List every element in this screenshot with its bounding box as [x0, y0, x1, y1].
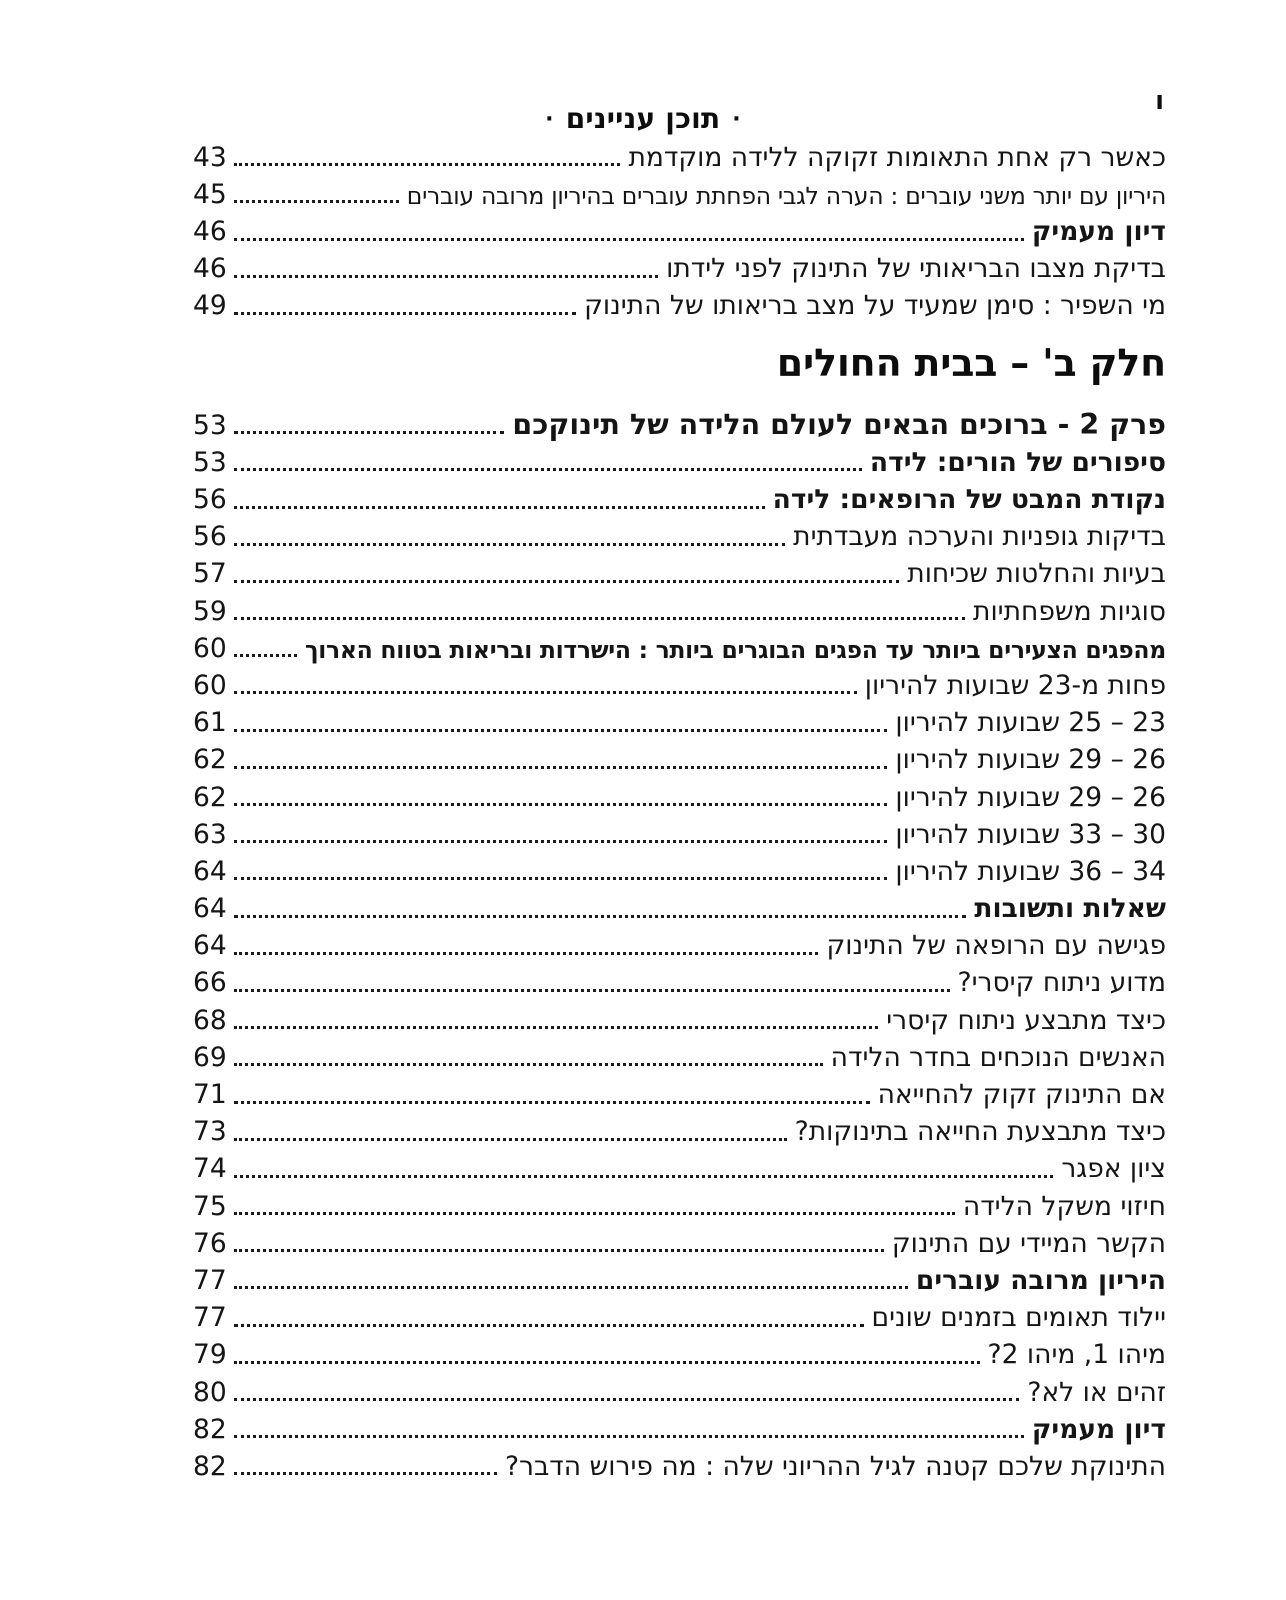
- toc-entry-label: שאלות ותשובות: [974, 896, 1166, 925]
- dot-leader: [234, 1286, 908, 1289]
- toc-entry-page-number: 45: [193, 178, 227, 210]
- dot-leader: [234, 654, 297, 657]
- dot-leader: [234, 543, 785, 546]
- toc-entry-page-number: 56: [193, 484, 227, 515]
- toc-entry-page-number: 79: [193, 1339, 227, 1371]
- toc-entry-page-number: 69: [193, 1041, 227, 1073]
- toc-entry-label: מי השפיר : סימן שמעיד על מצב בריאותו של התינוק: [584, 293, 1166, 322]
- toc-entry-page-number: 49: [193, 290, 227, 322]
- toc-entry-page-number: 57: [193, 558, 227, 590]
- toc-entry-label: בדיקת מצבו הבריאותי של התינוק לפני לידתו: [666, 256, 1166, 285]
- toc-entry: [193, 288, 1166, 325]
- toc-entry: [193, 1262, 1166, 1299]
- dot-leader: [234, 1063, 823, 1066]
- toc-entry-label: היריון מרובה עוברים: [915, 1267, 1166, 1296]
- toc-entry-page-number: 60: [193, 632, 227, 664]
- toc-entry-page-number: 71: [193, 1079, 227, 1110]
- toc-entry: [193, 853, 1166, 890]
- toc-entry-label: סוגיות משפחתיות: [973, 598, 1166, 627]
- dot-leader: [234, 952, 819, 955]
- toc-entry-label: נקודת המבט של הרופאים: לידה: [772, 487, 1166, 515]
- toc-entry: [193, 1337, 1166, 1374]
- toc-entry-label: האנשים הנוכחים בחדר הלידה: [830, 1044, 1166, 1073]
- toc-entry-label: חיזוי משקל הלידה: [962, 1193, 1166, 1222]
- toc-entry-page-number: 63: [193, 818, 227, 850]
- toc-entry-label: היריון עם יותר משני עוברים : הערה לגבי הפחתת עוברים בהיריון מרובה עוברים: [406, 184, 1166, 210]
- dot-leader: [234, 989, 950, 992]
- toc-entry-page-number: 61: [193, 707, 227, 739]
- dot-leader: [234, 312, 576, 315]
- toc-entry: [193, 779, 1166, 816]
- toc-entry: [193, 667, 1166, 704]
- toc-entry-page-number: 64: [193, 855, 227, 887]
- toc-content: [193, 139, 1166, 1485]
- toc-section-top: [193, 139, 1166, 325]
- toc-entry-label: 26 – 29 שבועות להיריון: [895, 784, 1166, 813]
- toc-entry-page-number: 82: [193, 1450, 227, 1482]
- toc-entry: [193, 1411, 1166, 1448]
- toc-entry-label: בעיות והחלטות שכיחות: [907, 561, 1166, 590]
- toc-entry-label: מיהו 1, מיהו 2?: [987, 1342, 1166, 1371]
- toc-entry-page-number: 53: [193, 446, 227, 478]
- dot-leader: [234, 691, 857, 694]
- toc-entry-page-number: 60: [193, 669, 227, 701]
- toc-entry-label: הקשר המיידי עם התינוק: [891, 1230, 1166, 1259]
- dot-leader: [234, 877, 888, 880]
- toc-entry: [193, 407, 1166, 444]
- toc-entry: [193, 816, 1166, 853]
- dot-leader: [234, 468, 862, 471]
- toc-entry-page-number: 59: [193, 595, 227, 627]
- toc-entry-label: כאשר רק אחת התאומות זקוקה ללידה מוקדמת: [628, 144, 1166, 173]
- toc-entry-label: דיון מעמיק: [1031, 1416, 1166, 1445]
- toc-entry-page-number: 62: [193, 744, 227, 776]
- toc-entry: [193, 1374, 1166, 1411]
- toc-entry: [193, 1299, 1166, 1336]
- dot-leader: [234, 506, 765, 509]
- toc-entry: [193, 928, 1166, 965]
- toc-entry-page-number: 64: [193, 893, 227, 925]
- toc-entry-label: 26 – 29 שבועות להיריון: [895, 747, 1166, 776]
- dot-leader: [234, 840, 888, 843]
- dot-leader: [234, 1249, 884, 1252]
- toc-entry-label: אם התינוק זקוק להחייאה: [877, 1082, 1166, 1110]
- toc-entry: [193, 1114, 1166, 1151]
- toc-entry-label: כיצד מתבצע ניתוח קיסרי: [886, 1007, 1166, 1036]
- toc-entry-page-number: 80: [193, 1376, 227, 1408]
- dot-leader: [234, 580, 900, 583]
- dot-leader: [234, 729, 888, 732]
- toc-entry-page-number: 77: [193, 1264, 227, 1296]
- toc-entry: [193, 965, 1166, 1002]
- toc-entry: [193, 213, 1166, 250]
- toc-entry-page-number: 68: [193, 1004, 227, 1036]
- dot-leader: [234, 1324, 864, 1327]
- dot-leader: [234, 766, 888, 769]
- toc-entry: [193, 630, 1166, 667]
- toc-entry: [193, 519, 1166, 556]
- dot-leader: [234, 1435, 1024, 1438]
- toc-entry: [193, 139, 1166, 176]
- dot-leader: [234, 431, 505, 434]
- toc-entry-page-number: 66: [193, 967, 227, 999]
- toc-entry-label: 34 – 36 שבועות להיריון: [895, 858, 1166, 887]
- toc-entry-page-number: 73: [193, 1116, 227, 1148]
- toc-entry-page-number: 43: [193, 141, 227, 173]
- dot-leader: [234, 163, 621, 166]
- title-bullet-right: ·: [732, 107, 741, 132]
- toc-entry-page-number: 82: [193, 1413, 227, 1445]
- toc-entry: [193, 890, 1166, 927]
- toc-entry: [193, 742, 1166, 779]
- toc-entry-page-number: 46: [193, 253, 227, 285]
- toc-entry-label: דיון מעמיק: [1031, 219, 1166, 248]
- dot-leader: [234, 1472, 497, 1475]
- toc-entry: [193, 444, 1166, 481]
- dot-leader: [234, 238, 1024, 241]
- dot-leader: [234, 200, 399, 203]
- dot-leader: [234, 1361, 980, 1364]
- toc-entry-page-number: 62: [193, 781, 227, 813]
- toc-entry: [193, 593, 1166, 630]
- dot-leader: [234, 803, 888, 806]
- toc-entry: [193, 481, 1166, 518]
- toc-section-main: [193, 407, 1166, 1485]
- toc-entry-label: יילוד תאומים בזמנים שונים: [871, 1305, 1166, 1334]
- toc-entry: [193, 1448, 1166, 1485]
- toc-entry: [193, 704, 1166, 741]
- folio-page-number: ו: [1155, 86, 1164, 116]
- toc-entry: [193, 1151, 1166, 1188]
- toc-entry-label: כיצד מתבצעת החייאה בתינוקות?: [794, 1119, 1166, 1148]
- toc-entry: [193, 1188, 1166, 1225]
- dot-leader: [234, 1026, 879, 1029]
- toc-entry-label: פחות מ-23 שבועות להיריון: [864, 672, 1166, 701]
- toc-entry-page-number: 56: [193, 521, 227, 553]
- dot-leader: [234, 915, 967, 918]
- dot-leader: [234, 1138, 787, 1141]
- toc-entry: [193, 176, 1166, 213]
- toc-entry-label: 23 – 25 שבועות להיריון: [895, 710, 1166, 739]
- toc-entry-label: בדיקות גופניות והערכה מעבדתית: [793, 524, 1166, 553]
- part-header: חלק ב' – בבית החולים: [776, 340, 1166, 385]
- dot-leader: [234, 617, 965, 620]
- title-bullet-left: ·: [545, 107, 554, 132]
- toc-entry-label: פגישה עם הרופאה של התינוק: [826, 933, 1166, 962]
- page-title-text: תוכן עניינים: [565, 102, 721, 135]
- toc-entry-label: זהים או לא?: [1027, 1379, 1166, 1408]
- toc-entry: [193, 1076, 1166, 1113]
- toc-entry: [193, 556, 1166, 593]
- dot-leader: [234, 1212, 955, 1215]
- dot-leader: [234, 1101, 870, 1104]
- toc-entry-page-number: 64: [193, 930, 227, 962]
- toc-entry: [193, 1225, 1166, 1262]
- toc-entry-page-number: 77: [193, 1302, 227, 1334]
- toc-entry-page-number: 75: [193, 1190, 227, 1222]
- toc-entry: [193, 1002, 1166, 1039]
- dot-leader: [234, 1175, 1054, 1178]
- toc-entry-label: מהפגים הצעירים ביותר עד הפגים הבוגרים ביותר : הישרדות ובריאות בטווח הארוך: [304, 638, 1166, 664]
- toc-entry-label: פרק 2 - ברוכים הבאים לעולם הלידה של תינוקכם: [512, 410, 1166, 441]
- toc-entry-page-number: 46: [193, 216, 227, 248]
- toc-entry-page-number: 76: [193, 1227, 227, 1259]
- toc-entry-label: התינוקת שלכם קטנה לגיל ההריוני שלה : מה פירוש הדבר?: [504, 1453, 1166, 1482]
- toc-entry-label: סיפורים של הורים: לידה: [869, 449, 1166, 478]
- toc-entry: [193, 251, 1166, 288]
- toc-entry-label: מדוע ניתוח קיסרי?: [957, 970, 1166, 999]
- toc-entry-page-number: 53: [193, 409, 227, 441]
- toc-entry-page-number: 74: [193, 1153, 227, 1185]
- page-title: [0, 102, 1286, 135]
- toc-entry-label: ציון אפגר: [1061, 1156, 1166, 1185]
- toc-entry: [193, 1039, 1166, 1076]
- dot-leader: [234, 275, 658, 278]
- toc-entry-label: 30 – 33 שבועות להיריון: [895, 821, 1166, 850]
- dot-leader: [234, 1398, 1020, 1401]
